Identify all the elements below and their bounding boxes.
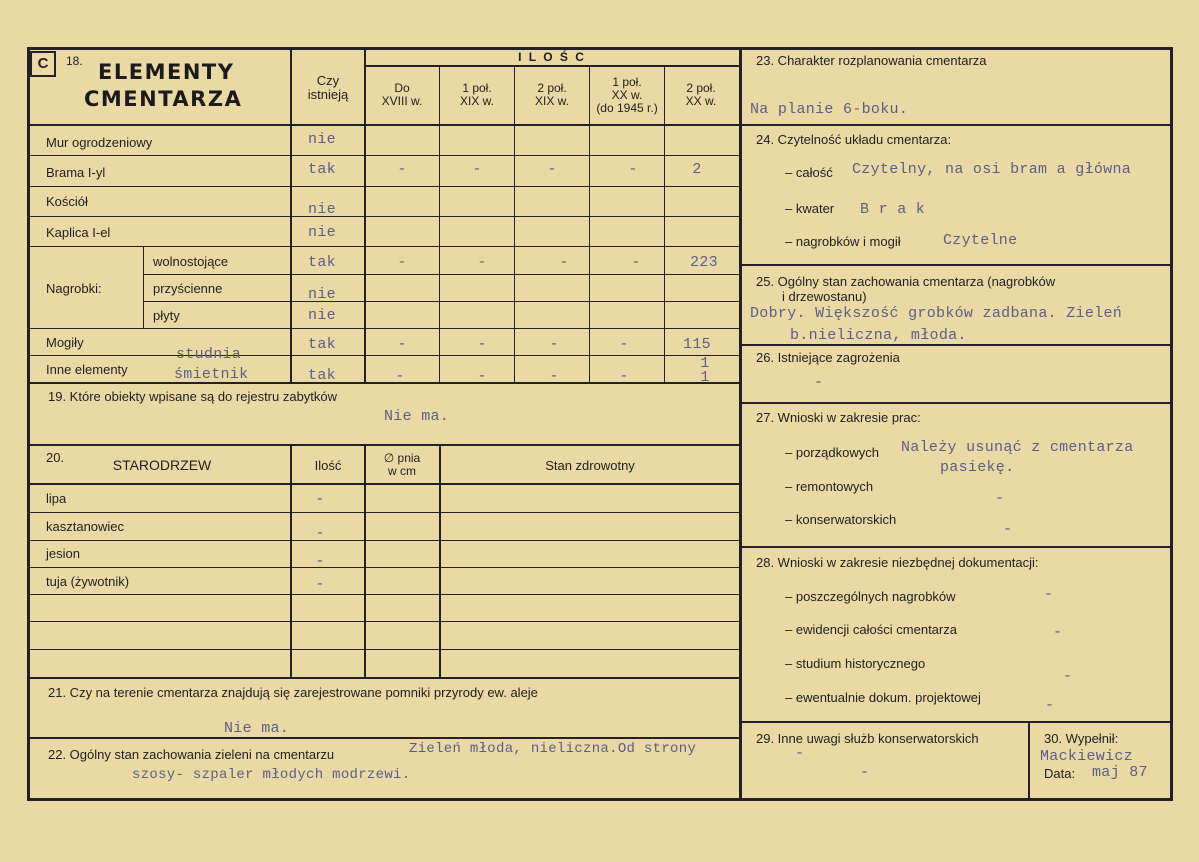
s21-answer: Nie ma. bbox=[224, 720, 290, 737]
row-label: przyścienne bbox=[153, 281, 223, 296]
period-line: Do bbox=[394, 81, 410, 95]
tree-name: jesion bbox=[46, 546, 80, 561]
exists-value: nie bbox=[308, 131, 336, 148]
period-value: - bbox=[477, 254, 487, 271]
row-label: Mur ogrodzeniowy bbox=[46, 135, 153, 150]
s18-row-line bbox=[143, 301, 739, 302]
period-value: - bbox=[547, 161, 557, 178]
s24-item-label: – nagrobków i mogił bbox=[785, 234, 901, 249]
period-value: - bbox=[549, 368, 559, 385]
row-label: wolnostojące bbox=[153, 254, 229, 269]
exists-value: nie bbox=[308, 286, 336, 303]
s27-item-label: – porządkowych bbox=[785, 445, 879, 460]
s19-answer: Nie ma. bbox=[384, 408, 450, 425]
s29-answer-2: - bbox=[860, 764, 870, 781]
inne-note-1: studnia bbox=[176, 346, 242, 363]
period-line: XX w. bbox=[685, 94, 717, 108]
period-value: 223 bbox=[690, 254, 718, 271]
s24-item-label: – całość bbox=[785, 165, 833, 180]
nagrobki-label: Nagrobki: bbox=[46, 281, 102, 296]
exists-value: tak bbox=[308, 254, 336, 271]
s18-row-line bbox=[27, 216, 739, 217]
s24-bottom bbox=[739, 264, 1173, 266]
period-value: - bbox=[549, 336, 559, 353]
s18-number: 18. bbox=[66, 54, 83, 68]
s18-period-0 bbox=[382, 82, 423, 108]
s21-label: 21. Czy na terenie cmentarza znajdują się zarejestrowane pomniki przyrody ew. aleje bbox=[48, 685, 538, 700]
s19-bottom bbox=[27, 444, 739, 446]
s18-row-line bbox=[27, 355, 739, 356]
s18-title-line2: CMENTARZA bbox=[84, 87, 243, 111]
s28-item-answer: - bbox=[1053, 624, 1063, 641]
tree-name: lipa bbox=[46, 491, 67, 506]
s22-answer-line1: Zieleń młoda, nieliczna.Od strony bbox=[409, 741, 697, 757]
tree-qty: - bbox=[315, 576, 325, 593]
s20-col-qty: Ilość bbox=[314, 458, 342, 473]
s29-answer-1: - bbox=[795, 745, 805, 762]
s23-bottom bbox=[739, 124, 1173, 126]
exists-value: nie bbox=[308, 224, 336, 241]
s26-bottom bbox=[739, 402, 1173, 404]
s28-item-answer: - bbox=[1045, 697, 1055, 714]
row-label: Kościół bbox=[46, 194, 88, 209]
s27-item-answer: - bbox=[995, 490, 1005, 507]
exists-value: nie bbox=[308, 307, 336, 324]
s20-col-b bbox=[364, 444, 366, 677]
inne-note-2: śmietnik bbox=[174, 366, 249, 383]
s23-label: 23. Charakter rozplanowania cmentarza bbox=[756, 53, 987, 68]
s22-label: 22. Ogólny stan zachowania zieleni na cmentarzu bbox=[48, 747, 335, 762]
period-value: - bbox=[397, 254, 407, 271]
tree-name: kasztanowiec bbox=[46, 519, 125, 534]
period-value: - bbox=[631, 254, 641, 271]
s27-bottom bbox=[739, 546, 1173, 548]
period-value: - bbox=[619, 336, 629, 353]
exists-value: tak bbox=[308, 161, 336, 178]
period-line: (do 1945 r.) bbox=[596, 101, 658, 115]
s27-item-answer: Należy usunąć z cmentarza bbox=[901, 439, 1134, 456]
s28-item-label: – poszczególnych nagrobków bbox=[785, 589, 956, 604]
s18-nagrobki-sep bbox=[143, 246, 144, 328]
s27-answer-cont: pasiekę. bbox=[940, 459, 1015, 476]
s20-bottom bbox=[27, 677, 739, 679]
row-label: Brama I-yl bbox=[46, 165, 106, 180]
s25-label-line2: i drzewostanu) bbox=[782, 289, 867, 304]
s19-label: 19. Które obiekty wpisane są do rejestru zabytków bbox=[48, 389, 338, 404]
s28-item-label: – ewidencji całości cmentarza bbox=[785, 622, 957, 637]
s20-row-line bbox=[27, 594, 739, 595]
frame-right bbox=[1170, 47, 1173, 801]
tree-qty: - bbox=[315, 525, 325, 542]
period-value: - bbox=[397, 161, 407, 178]
s20-row-line bbox=[27, 649, 739, 650]
period-value: 2 bbox=[692, 161, 702, 178]
period-value: - bbox=[628, 161, 638, 178]
row-label: Mogiły bbox=[46, 335, 84, 350]
s18-title-line1: ELEMENTY bbox=[98, 60, 235, 84]
s18-header-bottom bbox=[27, 124, 739, 126]
s20-row-line bbox=[27, 540, 739, 541]
s20-col-diameter: ∅ pnia w cm bbox=[383, 451, 421, 478]
s25-answer-line2: b.nieliczna, młoda. bbox=[790, 327, 967, 344]
s18-row-line bbox=[143, 274, 739, 275]
tree-name: tuja (żywotnik) bbox=[46, 574, 130, 589]
s18-period-1 bbox=[460, 82, 494, 108]
s24-item-label: – kwater bbox=[785, 201, 835, 216]
s18-col-e bbox=[589, 66, 590, 383]
s25-bottom bbox=[739, 344, 1173, 346]
exists-value: nie bbox=[308, 201, 336, 218]
period-line: XX w. bbox=[611, 88, 643, 102]
frame-left bbox=[27, 47, 30, 801]
period-line: 1 poł. bbox=[462, 81, 492, 95]
s25-answer-line1: Dobry. Większość grobków zadbana. Zieleń bbox=[750, 305, 1123, 322]
s28-item-label: – ewentualnie dokum. projektowej bbox=[785, 690, 981, 705]
s18-period-4 bbox=[686, 82, 717, 108]
s28-label: 28. Wnioski w zakresie niezbędnej dokumentacji: bbox=[756, 555, 1039, 570]
s29-label: 29. Inne uwagi służb konserwatorskich bbox=[756, 731, 979, 746]
frame-top bbox=[27, 47, 1173, 50]
s20-header-bottom bbox=[27, 483, 739, 485]
period-value: 1 bbox=[700, 355, 710, 372]
s27-item-answer: - bbox=[1003, 521, 1013, 538]
s20-row-line bbox=[27, 512, 739, 513]
period-line: XVIII w. bbox=[381, 94, 423, 108]
s20-col-health: Stan zdrowotny bbox=[545, 458, 635, 473]
s26-label: 26. Istniejące zagrożenia bbox=[756, 350, 900, 365]
period-value: - bbox=[477, 336, 487, 353]
s24-item-answer: B r a k bbox=[860, 201, 926, 218]
s18-period-2 bbox=[535, 82, 569, 108]
s28-item-answer: - bbox=[1044, 586, 1054, 603]
period-value: - bbox=[559, 254, 569, 271]
period-value: - bbox=[619, 368, 629, 385]
period-value: 115 bbox=[683, 336, 711, 353]
s30-label: 30. Wypełnił: bbox=[1044, 731, 1119, 746]
s18-col-exists: Czy istnieją bbox=[307, 73, 349, 102]
exists-value: tak bbox=[308, 367, 336, 384]
period-value: - bbox=[397, 336, 407, 353]
row-label: płyty bbox=[153, 308, 180, 323]
frame-bottom bbox=[27, 798, 1173, 801]
s20-col-a bbox=[290, 444, 292, 677]
s18-bottom bbox=[27, 382, 739, 384]
s18-col-c bbox=[439, 66, 440, 383]
s20-col-c bbox=[439, 444, 441, 677]
tree-qty: - bbox=[315, 553, 325, 570]
s20-row-line bbox=[27, 621, 739, 622]
s20-row-line bbox=[27, 567, 739, 568]
s23-answer: Na planie 6-boku. bbox=[750, 101, 909, 118]
s30-date: maj 87 bbox=[1092, 764, 1148, 781]
s24-item-answer: Czytelne bbox=[943, 232, 1018, 249]
period-value: - bbox=[472, 161, 482, 178]
s18-col-b bbox=[364, 47, 366, 383]
period-line: XIX w. bbox=[534, 94, 570, 108]
s27-item-label: – remontowych bbox=[785, 479, 874, 494]
s28-item-label: – studium historycznego bbox=[785, 656, 926, 671]
s21-bottom bbox=[27, 737, 739, 739]
s18-row-line bbox=[27, 155, 739, 156]
s18-col-a bbox=[290, 47, 292, 383]
s22-answer-line2: szosy- szpaler młodych modrzewi. bbox=[132, 767, 411, 783]
s18-row-line bbox=[27, 186, 739, 187]
s20-title: STARODRZEW bbox=[112, 457, 212, 473]
s18-period-3 bbox=[596, 76, 657, 115]
s29-s30-sep bbox=[1028, 721, 1030, 801]
period-line: 1 poł. bbox=[612, 75, 642, 89]
column-divider bbox=[739, 47, 742, 801]
corner-letter-box: C bbox=[30, 51, 56, 77]
s28-bottom bbox=[739, 721, 1173, 723]
s18-col-f bbox=[664, 66, 665, 383]
s18-ilosc-line bbox=[364, 65, 739, 67]
s30-date-label: Data: bbox=[1044, 766, 1076, 781]
tree-qty: - bbox=[315, 491, 325, 508]
s18-row-line bbox=[27, 328, 739, 329]
row-label: Inne elementy bbox=[46, 362, 128, 377]
s28-item-answer: - bbox=[1063, 668, 1073, 685]
row-label: Kaplica I-el bbox=[46, 225, 111, 240]
s30-name: Mackiewicz bbox=[1040, 748, 1134, 765]
period-value: - bbox=[395, 368, 405, 385]
period-line: XIX w. bbox=[459, 94, 495, 108]
s25-label-line1: 25. Ogólny stan zachowania cmentarza (nagrobków bbox=[756, 274, 1056, 289]
s27-label: 27. Wnioski w zakresie prac: bbox=[756, 410, 921, 425]
s27-item-label: – konserwatorskich bbox=[785, 512, 897, 527]
s18-col-d bbox=[514, 66, 515, 383]
s24-label: 24. Czytelność układu cmentarza: bbox=[756, 132, 952, 147]
s26-answer: - bbox=[814, 374, 824, 391]
inne-extra-value: 1 bbox=[700, 369, 710, 386]
s24-item-answer: Czytelny, na osi bram a główna bbox=[852, 161, 1132, 178]
period-value: - bbox=[477, 368, 487, 385]
s18-row-line bbox=[27, 246, 739, 247]
period-line: 2 poł. bbox=[537, 81, 567, 95]
s18-ilosc-label: I L O Ś C bbox=[518, 50, 586, 64]
s20-number: 20. bbox=[46, 450, 65, 465]
period-line: 2 poł. bbox=[686, 81, 716, 95]
exists-value: tak bbox=[308, 336, 336, 353]
